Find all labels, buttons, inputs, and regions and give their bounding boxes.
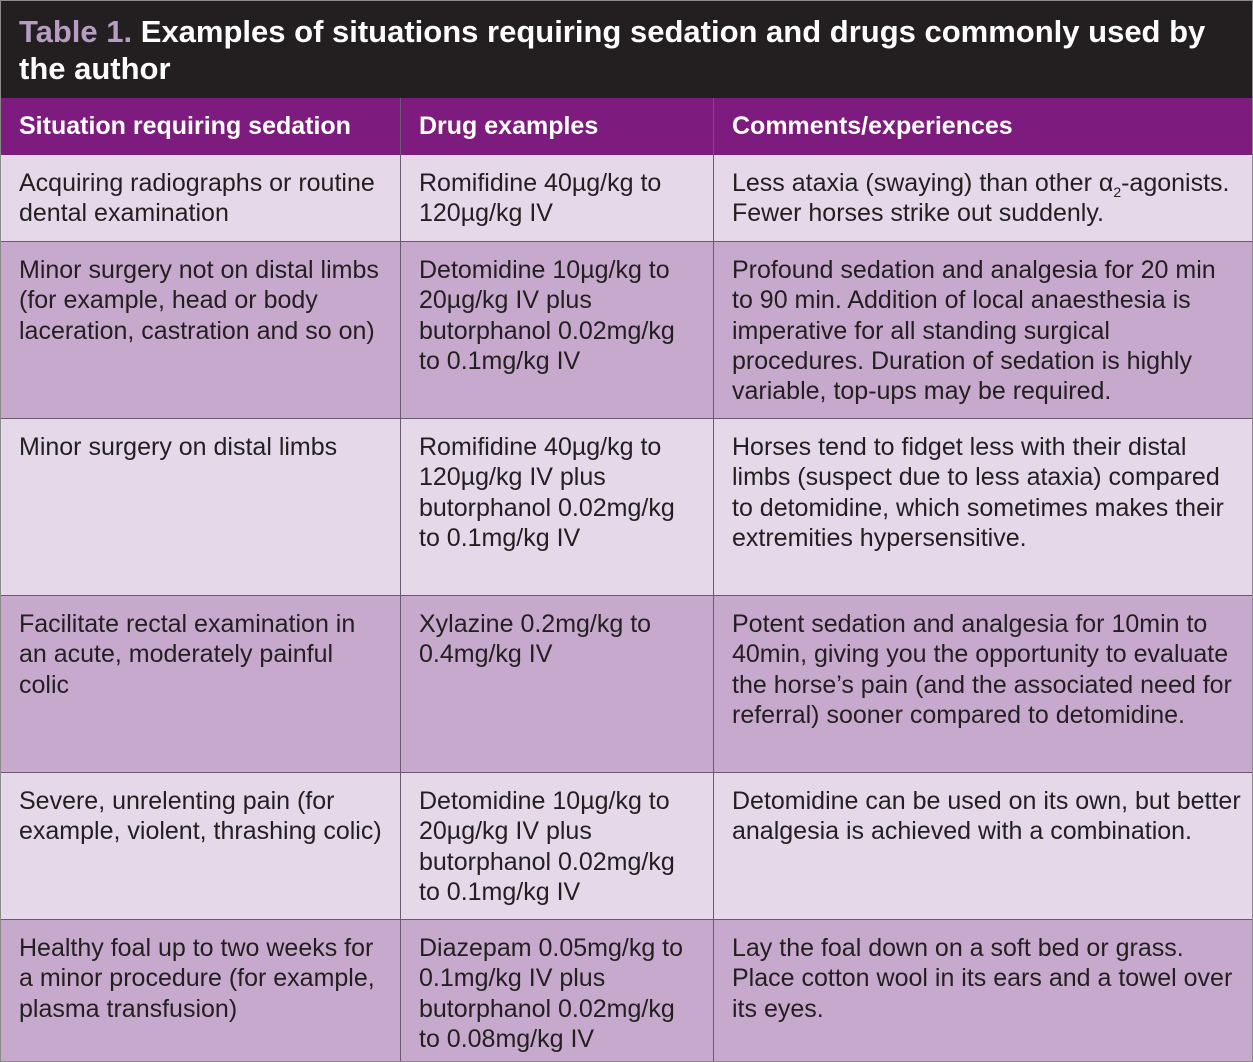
table-row — [1, 596, 1253, 773]
comment-cell: Profound sedation and analgesia for 20 min to 90 min. Addition of local anaesthesia is imperative for all standing surgical procedures. Duration of sedation is highly variable, top-ups may be required. — [713, 242, 1253, 418]
situation-cell: Facilitate rectal examination in an acute, moderately painful colic — [19, 610, 356, 699]
table-header-row — [1, 98, 1253, 156]
header-situation: Situation requiring sedation — [19, 112, 351, 140]
situation-cell: Acquiring radiographs or routine dental examination — [19, 169, 375, 228]
table-title: Examples of situations requiring sedation and drugs commonly used by the author — [19, 14, 1206, 86]
drug-cell: Diazepam 0.05mg/kg to 0.1mg/kg IV plus butorphanol 0.02mg/kg to 0.08mg/kg IV — [400, 920, 713, 1062]
comment-cell: Horses tend to fidget less with their distal limbs (suspect due to less ataxia) compared to detomidine, which sometimes makes their extremities hypersensitive. — [713, 419, 1253, 595]
table-row — [1, 419, 1253, 596]
situation-cell: Minor surgery on distal limbs — [19, 433, 338, 461]
situation-cell: Healthy foal up to two weeks for a minor procedure (for example, plasma transfusion) — [19, 934, 375, 1023]
drug-cell: Detomidine 10µg/kg to 20µg/kg IV plus butorphanol 0.02mg/kg to 0.1mg/kg IV — [400, 773, 713, 919]
table-row — [1, 773, 1253, 920]
drug-cell: Romifidine 40µg/kg to 120µg/kg IV — [400, 155, 713, 241]
comment-cell: Potent sedation and analgesia for 10min to 40min, giving you the opportunity to evaluate the horse’s pain (and the associated need for referral) sooner compared to detomidine. — [713, 596, 1253, 772]
table-row — [1, 155, 1253, 242]
header-comments: Comments/experiences — [713, 98, 1013, 155]
situation-cell: Severe, unrelenting pain (for example, violent, thrashing colic) — [19, 787, 382, 846]
drug-cell: Detomidine 10µg/kg to 20µg/kg IV plus butorphanol 0.02mg/kg to 0.1mg/kg IV — [400, 242, 713, 418]
drug-cell: Romifidine 40µg/kg to 120µg/kg IV plus butorphanol 0.02mg/kg to 0.1mg/kg IV — [400, 419, 713, 595]
table-number: Table 1. — [19, 14, 133, 49]
table-caption — [1, 1, 1253, 98]
situation-cell: Minor surgery not on distal limbs (for example, head or body laceration, castration and so on) — [19, 256, 379, 345]
alpha-subscript: 2 — [1113, 184, 1122, 200]
table-row — [1, 920, 1253, 1062]
comment-cell — [713, 155, 1253, 241]
header-drug-examples: Drug examples — [400, 98, 598, 155]
comment-cell: Detomidine can be used on its own, but better analgesia is achieved with a combination. — [713, 773, 1253, 919]
comment-text: Less ataxia (swaying) than other α — [732, 169, 1114, 197]
comment-cell: Lay the foal down on a soft bed or grass. Place cotton wool in its ears and a towel over its eyes. — [713, 920, 1253, 1062]
drug-cell: Xylazine 0.2mg/kg to 0.4mg/kg IV — [400, 596, 713, 772]
table-row — [1, 242, 1253, 419]
comment-text: -agonists. Fewer horses strike out suddenly. — [732, 169, 1230, 228]
